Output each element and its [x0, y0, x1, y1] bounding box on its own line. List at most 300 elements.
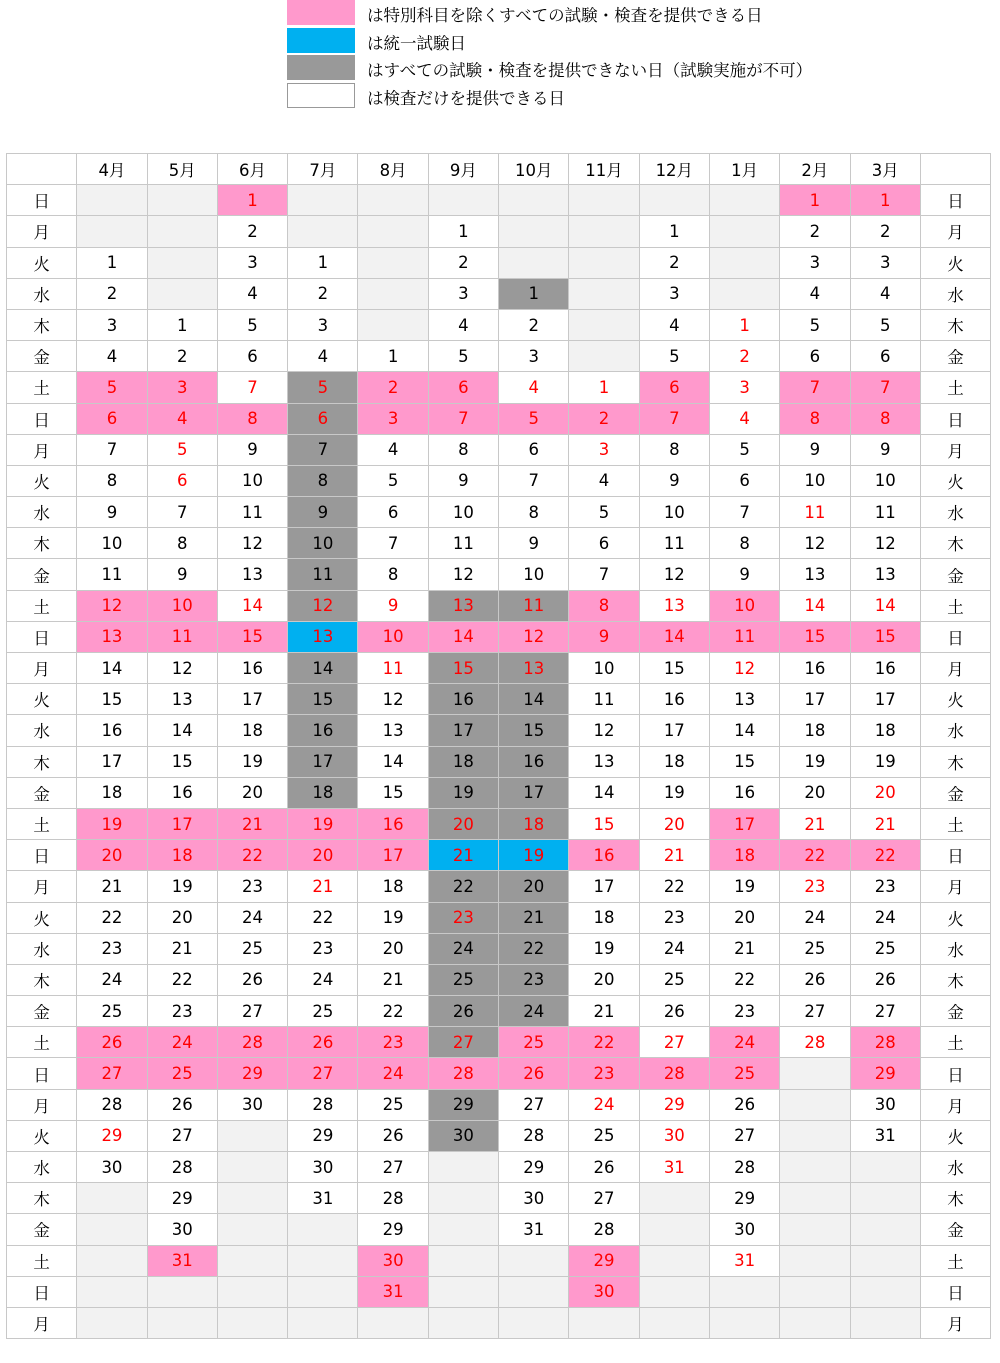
date-cell: 22 [428, 871, 498, 902]
date-cell [147, 185, 217, 216]
date-cell: 3 [499, 341, 569, 372]
month-header: 4月 [77, 154, 147, 185]
date-cell [499, 247, 569, 278]
date-cell: 1 [569, 372, 639, 403]
date-cell: 14 [358, 746, 428, 777]
weekday-label: 火 [920, 247, 990, 278]
date-cell: 23 [499, 964, 569, 995]
date-cell: 14 [639, 621, 709, 652]
calendar-row [7, 902, 991, 933]
weekday-label: 木 [7, 528, 77, 559]
date-cell [499, 185, 569, 216]
weekday-label: 木 [920, 746, 990, 777]
date-cell: 16 [499, 746, 569, 777]
date-cell: 31 [147, 1245, 217, 1276]
date-cell: 13 [358, 715, 428, 746]
date-cell: 23 [709, 996, 779, 1027]
date-cell: 13 [639, 590, 709, 621]
date-cell: 29 [709, 1183, 779, 1214]
weekday-label: 土 [920, 590, 990, 621]
weekday-label: 土 [7, 1027, 77, 1058]
weekday-label: 日 [7, 840, 77, 871]
weekday-label: 水 [7, 497, 77, 528]
date-cell: 24 [709, 1027, 779, 1058]
date-cell: 12 [77, 590, 147, 621]
date-cell: 16 [358, 808, 428, 839]
date-cell: 28 [850, 1027, 920, 1058]
date-cell: 15 [569, 808, 639, 839]
weekday-label: 月 [7, 653, 77, 684]
date-cell: 8 [358, 559, 428, 590]
weekday-label: 月 [7, 1307, 77, 1338]
date-cell: 16 [850, 653, 920, 684]
date-cell: 2 [147, 341, 217, 372]
weekday-label: 土 [920, 372, 990, 403]
date-cell: 28 [288, 1089, 358, 1120]
date-cell: 11 [217, 497, 287, 528]
date-cell: 8 [850, 403, 920, 434]
weekday-label: 土 [920, 808, 990, 839]
date-cell: 6 [217, 341, 287, 372]
date-cell: 29 [77, 1120, 147, 1151]
month-header: 5月 [147, 154, 217, 185]
date-cell [569, 1307, 639, 1338]
date-cell: 28 [569, 1214, 639, 1245]
date-cell: 3 [428, 278, 498, 309]
date-cell: 11 [288, 559, 358, 590]
date-cell: 4 [639, 309, 709, 340]
date-cell: 25 [709, 1058, 779, 1089]
date-cell: 7 [499, 465, 569, 496]
calendar-row [7, 559, 991, 590]
date-cell: 14 [850, 590, 920, 621]
legend-swatch-pink [287, 0, 355, 25]
date-cell: 23 [850, 871, 920, 902]
date-cell: 4 [358, 434, 428, 465]
date-cell: 31 [850, 1120, 920, 1151]
date-cell: 27 [569, 1183, 639, 1214]
date-cell: 27 [217, 996, 287, 1027]
date-cell: 13 [288, 621, 358, 652]
date-cell: 25 [780, 933, 850, 964]
weekday-label: 月 [7, 434, 77, 465]
date-cell: 11 [77, 559, 147, 590]
weekday-label: 月 [920, 216, 990, 247]
date-cell: 15 [77, 684, 147, 715]
date-cell: 25 [499, 1027, 569, 1058]
date-cell: 1 [709, 309, 779, 340]
date-cell [147, 1276, 217, 1307]
date-cell: 1 [147, 309, 217, 340]
date-cell: 21 [358, 964, 428, 995]
date-cell: 29 [569, 1245, 639, 1276]
date-cell: 5 [147, 434, 217, 465]
calendar-row [7, 465, 991, 496]
date-cell: 9 [288, 497, 358, 528]
date-cell: 31 [639, 1152, 709, 1183]
date-cell: 12 [569, 715, 639, 746]
date-cell: 13 [147, 684, 217, 715]
date-cell: 10 [147, 590, 217, 621]
date-cell: 24 [850, 902, 920, 933]
date-cell: 5 [709, 434, 779, 465]
date-cell: 10 [499, 559, 569, 590]
date-cell: 21 [850, 808, 920, 839]
date-cell: 14 [709, 715, 779, 746]
date-cell [639, 1276, 709, 1307]
date-cell: 16 [709, 777, 779, 808]
date-cell: 23 [288, 933, 358, 964]
date-cell: 29 [217, 1058, 287, 1089]
date-cell: 12 [288, 590, 358, 621]
date-cell: 4 [428, 309, 498, 340]
calendar-row [7, 528, 991, 559]
date-cell: 27 [850, 996, 920, 1027]
calendar-row [7, 185, 991, 216]
date-cell: 25 [288, 996, 358, 1027]
date-cell: 7 [147, 497, 217, 528]
date-cell: 25 [358, 1089, 428, 1120]
date-cell: 16 [77, 715, 147, 746]
date-cell: 11 [147, 621, 217, 652]
date-cell: 18 [358, 871, 428, 902]
date-cell: 20 [77, 840, 147, 871]
date-cell: 7 [217, 372, 287, 403]
weekday-label: 日 [920, 1276, 990, 1307]
date-cell [780, 1152, 850, 1183]
weekday-label: 土 [920, 1027, 990, 1058]
date-cell [499, 1276, 569, 1307]
date-cell [569, 185, 639, 216]
weekday-label: 金 [7, 341, 77, 372]
calendar-row [7, 1214, 991, 1245]
date-cell: 2 [428, 247, 498, 278]
date-cell [147, 247, 217, 278]
date-cell: 19 [780, 746, 850, 777]
date-cell: 13 [569, 746, 639, 777]
date-cell [288, 185, 358, 216]
date-cell: 13 [77, 621, 147, 652]
date-cell: 8 [147, 528, 217, 559]
date-cell: 13 [428, 590, 498, 621]
weekday-label: 金 [7, 1214, 77, 1245]
date-cell [77, 1307, 147, 1338]
date-cell: 21 [499, 902, 569, 933]
calendar-row [7, 1307, 991, 1338]
date-cell: 10 [569, 653, 639, 684]
date-cell: 10 [639, 497, 709, 528]
date-cell: 5 [428, 341, 498, 372]
date-cell: 16 [288, 715, 358, 746]
date-cell [288, 1276, 358, 1307]
weekday-label: 水 [920, 933, 990, 964]
calendar-row [7, 933, 991, 964]
date-cell: 8 [499, 497, 569, 528]
date-cell: 23 [358, 1027, 428, 1058]
weekday-label: 火 [920, 465, 990, 496]
date-cell: 24 [77, 964, 147, 995]
weekday-label: 月 [920, 1089, 990, 1120]
date-cell: 23 [639, 902, 709, 933]
date-cell: 15 [428, 653, 498, 684]
date-cell: 10 [288, 528, 358, 559]
date-cell: 4 [709, 403, 779, 434]
weekday-label: 日 [920, 185, 990, 216]
date-cell: 9 [358, 590, 428, 621]
date-cell [288, 1307, 358, 1338]
date-cell [358, 247, 428, 278]
date-cell: 6 [780, 341, 850, 372]
date-cell: 14 [77, 653, 147, 684]
date-cell: 6 [569, 528, 639, 559]
legend-swatch-blue [287, 28, 355, 53]
date-cell: 17 [709, 808, 779, 839]
date-cell: 7 [358, 528, 428, 559]
date-cell: 12 [217, 528, 287, 559]
date-cell: 29 [288, 1120, 358, 1151]
weekday-label: 木 [7, 309, 77, 340]
date-cell: 17 [428, 715, 498, 746]
date-cell: 21 [288, 871, 358, 902]
date-cell: 19 [147, 871, 217, 902]
date-cell: 30 [77, 1152, 147, 1183]
date-cell [780, 1089, 850, 1120]
date-cell: 13 [780, 559, 850, 590]
date-cell: 14 [288, 653, 358, 684]
date-cell: 19 [77, 808, 147, 839]
date-cell: 23 [428, 902, 498, 933]
date-cell: 2 [639, 247, 709, 278]
calendar-row [7, 1245, 991, 1276]
date-cell [77, 185, 147, 216]
date-cell: 19 [709, 871, 779, 902]
date-cell [780, 1183, 850, 1214]
date-cell [358, 309, 428, 340]
weekday-label: 木 [920, 528, 990, 559]
date-cell: 21 [709, 933, 779, 964]
weekday-label: 日 [7, 403, 77, 434]
date-cell [77, 1276, 147, 1307]
date-cell [780, 1214, 850, 1245]
weekday-label: 水 [920, 278, 990, 309]
date-cell [147, 216, 217, 247]
date-cell [850, 1152, 920, 1183]
date-cell: 2 [709, 341, 779, 372]
calendar-row [7, 1183, 991, 1214]
date-cell [569, 216, 639, 247]
date-cell: 17 [288, 746, 358, 777]
date-cell: 28 [77, 1089, 147, 1120]
date-cell: 14 [569, 777, 639, 808]
date-cell: 22 [217, 840, 287, 871]
calendar-row [7, 1276, 991, 1307]
date-cell: 22 [147, 964, 217, 995]
month-header: 10月 [499, 154, 569, 185]
date-cell: 18 [428, 746, 498, 777]
date-cell: 5 [217, 309, 287, 340]
month-header-row [7, 154, 991, 185]
date-cell: 15 [217, 621, 287, 652]
calendar-row [7, 372, 991, 403]
date-cell [217, 1183, 287, 1214]
date-cell: 23 [780, 871, 850, 902]
weekday-label: 月 [920, 1307, 990, 1338]
date-cell: 15 [288, 684, 358, 715]
date-cell: 23 [77, 933, 147, 964]
date-cell: 20 [147, 902, 217, 933]
date-cell: 11 [428, 528, 498, 559]
calendar-row [7, 1089, 991, 1120]
corner-cell [7, 154, 77, 185]
date-cell: 19 [569, 933, 639, 964]
date-cell: 8 [569, 590, 639, 621]
date-cell: 3 [77, 309, 147, 340]
date-cell: 30 [639, 1120, 709, 1151]
weekday-label: 月 [7, 871, 77, 902]
date-cell: 20 [780, 777, 850, 808]
date-cell: 12 [780, 528, 850, 559]
weekday-label: 火 [920, 1120, 990, 1151]
date-cell: 29 [499, 1152, 569, 1183]
weekday-label: 火 [920, 684, 990, 715]
date-cell [780, 1120, 850, 1151]
date-cell [709, 278, 779, 309]
date-cell: 19 [639, 777, 709, 808]
weekday-label: 月 [920, 653, 990, 684]
date-cell [358, 278, 428, 309]
weekday-label: 金 [920, 341, 990, 372]
date-cell: 2 [288, 278, 358, 309]
weekday-label: 土 [7, 372, 77, 403]
date-cell [850, 1276, 920, 1307]
date-cell: 25 [569, 1120, 639, 1151]
legend-label-pink: は特別科目を除くすべての試験・検査を提供できる日 [367, 6, 763, 25]
date-cell: 20 [358, 933, 428, 964]
date-cell [428, 1183, 498, 1214]
date-cell: 3 [780, 247, 850, 278]
date-cell: 5 [358, 465, 428, 496]
date-cell: 30 [499, 1183, 569, 1214]
date-cell: 7 [77, 434, 147, 465]
date-cell: 6 [639, 372, 709, 403]
date-cell [217, 1152, 287, 1183]
date-cell: 10 [217, 465, 287, 496]
date-cell: 16 [639, 684, 709, 715]
date-cell: 29 [850, 1058, 920, 1089]
date-cell [639, 1307, 709, 1338]
date-cell: 5 [780, 309, 850, 340]
date-cell [217, 1245, 287, 1276]
date-cell [780, 1245, 850, 1276]
date-cell [288, 1245, 358, 1276]
month-header: 6月 [217, 154, 287, 185]
date-cell: 4 [147, 403, 217, 434]
date-cell: 4 [569, 465, 639, 496]
date-cell: 18 [499, 808, 569, 839]
date-cell: 22 [850, 840, 920, 871]
date-cell: 26 [709, 1089, 779, 1120]
date-cell: 3 [639, 278, 709, 309]
date-cell: 29 [639, 1089, 709, 1120]
date-cell [428, 1307, 498, 1338]
date-cell [850, 1245, 920, 1276]
date-cell: 11 [569, 684, 639, 715]
calendar-row [7, 871, 991, 902]
date-cell: 7 [639, 403, 709, 434]
date-cell: 27 [499, 1089, 569, 1120]
date-cell: 22 [499, 933, 569, 964]
date-cell: 30 [850, 1089, 920, 1120]
date-cell: 7 [709, 497, 779, 528]
date-cell: 22 [639, 871, 709, 902]
date-cell: 8 [77, 465, 147, 496]
calendar-row [7, 1152, 991, 1183]
date-cell: 3 [358, 403, 428, 434]
date-cell: 30 [569, 1276, 639, 1307]
calendar-row [7, 621, 991, 652]
date-cell: 21 [780, 808, 850, 839]
date-cell [217, 1120, 287, 1151]
date-cell: 18 [147, 840, 217, 871]
date-cell: 27 [428, 1027, 498, 1058]
date-cell: 21 [217, 808, 287, 839]
date-cell: 12 [428, 559, 498, 590]
date-cell: 26 [569, 1152, 639, 1183]
date-cell: 4 [77, 341, 147, 372]
calendar-row [7, 840, 991, 871]
date-cell [850, 1307, 920, 1338]
date-cell: 24 [499, 996, 569, 1027]
date-cell: 31 [499, 1214, 569, 1245]
date-cell [499, 1307, 569, 1338]
date-cell: 8 [780, 403, 850, 434]
date-cell: 24 [147, 1027, 217, 1058]
date-cell [428, 1276, 498, 1307]
date-cell: 9 [147, 559, 217, 590]
date-cell: 18 [569, 902, 639, 933]
calendar-row [7, 746, 991, 777]
date-cell: 21 [147, 933, 217, 964]
date-cell: 5 [288, 372, 358, 403]
date-cell: 24 [288, 964, 358, 995]
date-cell: 10 [780, 465, 850, 496]
date-cell: 17 [499, 777, 569, 808]
weekday-label: 木 [920, 309, 990, 340]
date-cell: 10 [77, 528, 147, 559]
date-cell: 5 [850, 309, 920, 340]
date-cell: 22 [780, 840, 850, 871]
date-cell: 16 [217, 653, 287, 684]
date-cell: 4 [780, 278, 850, 309]
date-cell [639, 1245, 709, 1276]
calendar-row [7, 1120, 991, 1151]
date-cell: 4 [217, 278, 287, 309]
date-cell: 6 [77, 403, 147, 434]
calendar-row [7, 684, 991, 715]
month-header: 1月 [709, 154, 779, 185]
date-cell: 2 [217, 216, 287, 247]
legend-label-gray: はすべての試験・検査を提供できない日（試験実施が不可） [367, 61, 813, 80]
calendar-table [6, 153, 991, 1339]
date-cell: 26 [499, 1058, 569, 1089]
date-cell: 18 [780, 715, 850, 746]
date-cell: 20 [569, 964, 639, 995]
date-cell [850, 1214, 920, 1245]
calendar-row [7, 996, 991, 1027]
date-cell: 26 [217, 964, 287, 995]
date-cell [288, 216, 358, 247]
date-cell: 14 [428, 621, 498, 652]
